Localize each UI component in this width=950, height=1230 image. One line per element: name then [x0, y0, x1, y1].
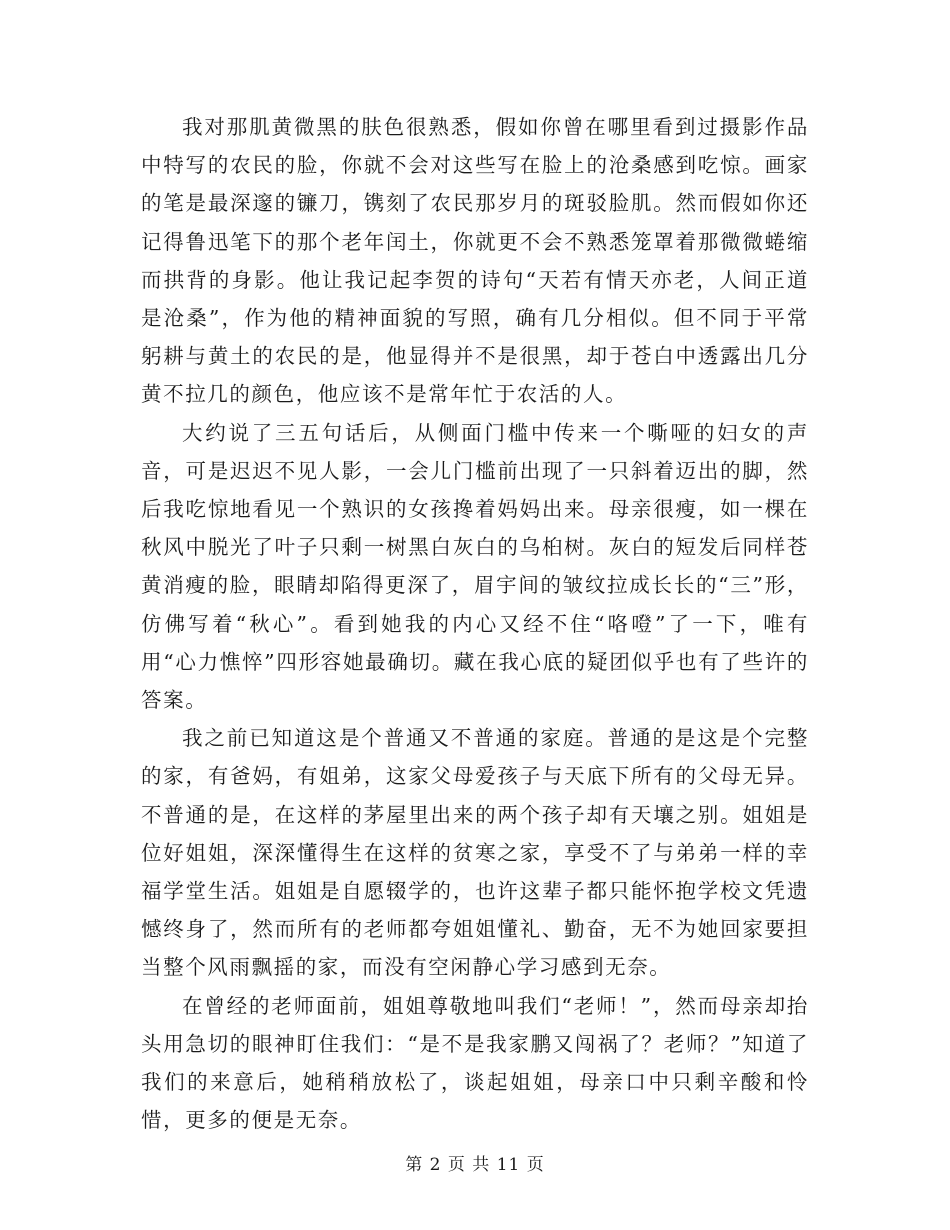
- page-number-label: 第 2 页 共 11 页: [405, 1155, 545, 1175]
- paragraph-1: 我对那肌黄微黑的肤色很熟悉，假如你曾在哪里看到过摄影作品中特写的农民的脸，你就不会对这些写在脸上的沧桑感到吃惊。画家的笔是最深邃的镰刀，镌刻了农民那岁月的斑驳脸肌。然而假如你还记得鲁迅笔下的那个老年闰土，你就更不会不熟悉笼罩着那微微蜷缩而拱背的身影。他让我记起李贺的诗句“天若有情天亦老，人间正道是沧桑”，作为他的精神面貌的写照，确有几分相似。但不同于平常躬耕与黄土的农民的是，他显得并不是很黑，却于苍白中透露出几分黄不拉几的颜色，他应该不是常年忙于农活的人。: [141, 115, 809, 407]
- paragraph-2: 大约说了三五句话后，从侧面门槛中传来一个嘶哑的妇女的声音，可是迟迟不见人影，一会儿门槛前出现了一只斜着迈出的脚，然后我吃惊地看见一个熟识的女孩搀着妈妈出来。母亲很瘦，如一棵在秋风中脱光了叶子只剩一树黑白灰白的乌桕树。灰白的短发后同样苍黄消瘦的脸，眼睛却陷得更深了，眉宇间的皱纹拉成长长的“三”形，仿佛写着“秋心”。看到她我的内心又经不住“咯噔”了一下，唯有用“心力憔悴”四形容她最确切。藏在我心底的疑团似乎也有了些许的答案。: [141, 420, 809, 713]
- paragraph-3: 我之前已知道这是个普通又不普通的家庭。普通的是这是个完整的家，有爸妈，有姐弟，这家父母爱孩子与天底下所有的父母无异。不普通的是，在这样的茅屋里出来的两个孩子却有天壤之别。姐姐是位好姐姐，深深懂得生在这样的贫寒之家，享受不了与弟弟一样的幸福学堂生活。姐姐是自愿辍学的，也许这辈子都只能怀抱学校文凭遗憾终身了，然而所有的老师都夸姐姐懂礼、勤奋，无不为她回家要担当整个风雨飘摇的家，而没有空闲静心学习感到无奈。: [141, 726, 809, 980]
- paragraph-4: 在曾经的老师面前，姐姐尊敬地叫我们“老师！”，然而母亲却抬头用急切的眼神盯住我们：“是不是我家鹏又闯祸了？老师？”知道了我们的来意后，她稍稍放松了，谈起姐姐，母亲口中只剩辛酸和怜惜，更多的便是无奈。: [141, 993, 809, 1133]
- page-footer: [0, 1150, 950, 1175]
- document-body: [141, 108, 809, 1139]
